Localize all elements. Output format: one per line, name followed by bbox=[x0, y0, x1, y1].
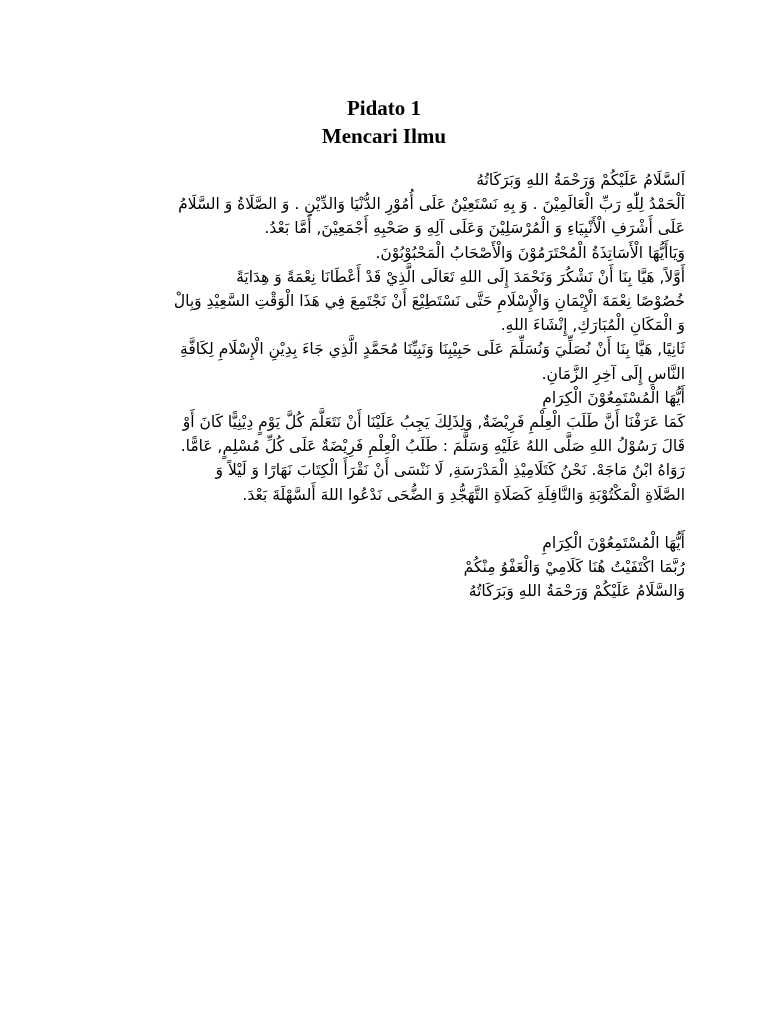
speech-line: وَ الْمَكَانِ الْمُبَارَكِ, إِنْشَاءَ اللهِ. bbox=[500, 316, 685, 335]
speech-line: وَيَاأَيُّهَا الْأَسَاتِذَةُ الْمُحْتَرَمُوْنَ وَالْأَصْحَابُ الْمَحْبُوْبُوْنَ. bbox=[375, 243, 685, 262]
speech-line: اَلسَّلَامُ عَلَيْكُمْ وَرَحْمَةُ اللهِ وَبَرَكَاتُهُ bbox=[476, 171, 685, 189]
speech-line: رَوَاهُ ابْنُ مَاجَهْ. نَحْنُ كَتَلَامِيْذِ الْمَدْرَسَةِ, لَا نَنْسَى أَنْ نَقْرَأَ الْكِتَابَ نَهَارًا وَ لَيْلاً وَ bbox=[215, 461, 685, 480]
speech-line: الصَّلَاةِ الْمَكْتُوْبَةِ وَالنَّافِلَةِ كَصَلَاةِ التَّهَجُّدِ وَ الضُّحَى نَدْعُوا اللهَ أَلسَّهْلَةَ بَعْدَ. bbox=[242, 485, 685, 504]
speech-line: اَلْحَمْدُ لِلّٰهِ رَبِّ الْعَالَمِيْنَ . وَ بِهِ نَسْتَعِيْنُ عَلَى أُمُوْرِ الدُّنْيَا وَالدِّيْنِ . وَ الصَّلَاةُ وَ السَّلَامُ bbox=[178, 195, 685, 214]
speech-line: كَمَا عَرَفْنَا أَنَّ طَلَبَ الْعِلْمِ فَرِيْضَةٌ, وَلِذَلِكَ يَجِبُ عَلَيْنَا أَنْ نَتَعَلَّمَ كُلَّ يَوْمٍ دِيْنِيًّا كَانَ أَوْ bbox=[182, 413, 685, 432]
speech-line: وَالسَّلَامُ عَلَيْكُمْ وَرَحْمَةُ اللهِ وَبَرَكَاتُهُ bbox=[468, 582, 685, 601]
title-line-1: Pidato 1 bbox=[346, 96, 422, 120]
speech-line: أَيُّهَا الْمُسْتَمِعُوْنَ الْكِرَامِ bbox=[542, 388, 685, 407]
speech-line: خُصُوْصًا نِعْمَةَ الْإِيْمَانِ وَالْإِسْلَامِ حَتَّى نَسْتَطِيْعَ أَنْ نَجْتَمِعَ فِي هَذَا الْوَقْتِ السَّعِيْدِ وَبِالْ bbox=[173, 292, 685, 311]
speech-line: النَّاسِ إِلَى آخِرِ الزَّمَانِ. bbox=[541, 364, 685, 383]
paragraph-gap bbox=[95, 507, 685, 531]
speech-line: أَيُّهَا الْمُسْتَمِعُوْنَ الْكِرَامِ bbox=[542, 533, 685, 552]
title-block bbox=[0, 94, 768, 150]
speech-line: عَلَى أَشْرَفِ الْأَنْبِيَاءِ وَ الْمُرْسَلِيْنَ وَعَلَى آلِهِ وَ صَحْبِهِ أَجْمَعِيْنَ, أَمَّا بَعْدُ. bbox=[264, 219, 685, 238]
arabic-speech-body bbox=[95, 168, 685, 603]
speech-line: ثَانِيًا, هَيَّا بِنَا أَنْ نُصَلِّيَ وَنُسَلِّمَ عَلَى حَبِيْبِنَا وَنَبِيِّنَا مُحَمَّدٍ الَّذِي جَاءَ بِدِيْنِ الْإِسْلَامِ لِكَافَّةِ bbox=[180, 340, 685, 359]
speech-line: قَالَ رَسُوْلُ اللهِ صَلَّى اللهُ عَلَيْهِ وَسَلَّمَ : طَلَبُ الْعِلْمِ فَرِيْضَةٌ عَلَى كُلِّ مُسْلِمٍ, عَامًّا. bbox=[180, 437, 685, 456]
title-line-2: Mencari Ilmu bbox=[321, 124, 447, 148]
speech-line: رُبَّمَا اكْتَفَيْتُ هُنَا كَلَامِيْ وَالْعَفْوُ مِنْكُمْ bbox=[463, 558, 685, 577]
speech-line: أَوَّلاً, هَيَّا بِنَا أَنْ نَشْكُرَ وَنَحْمَدَ إِلَى اللهِ تَعَالَى الَّذِيْ قَدْ أَعْطَانَا نِعْمَةً وَ هِدَايَةً bbox=[236, 267, 685, 286]
